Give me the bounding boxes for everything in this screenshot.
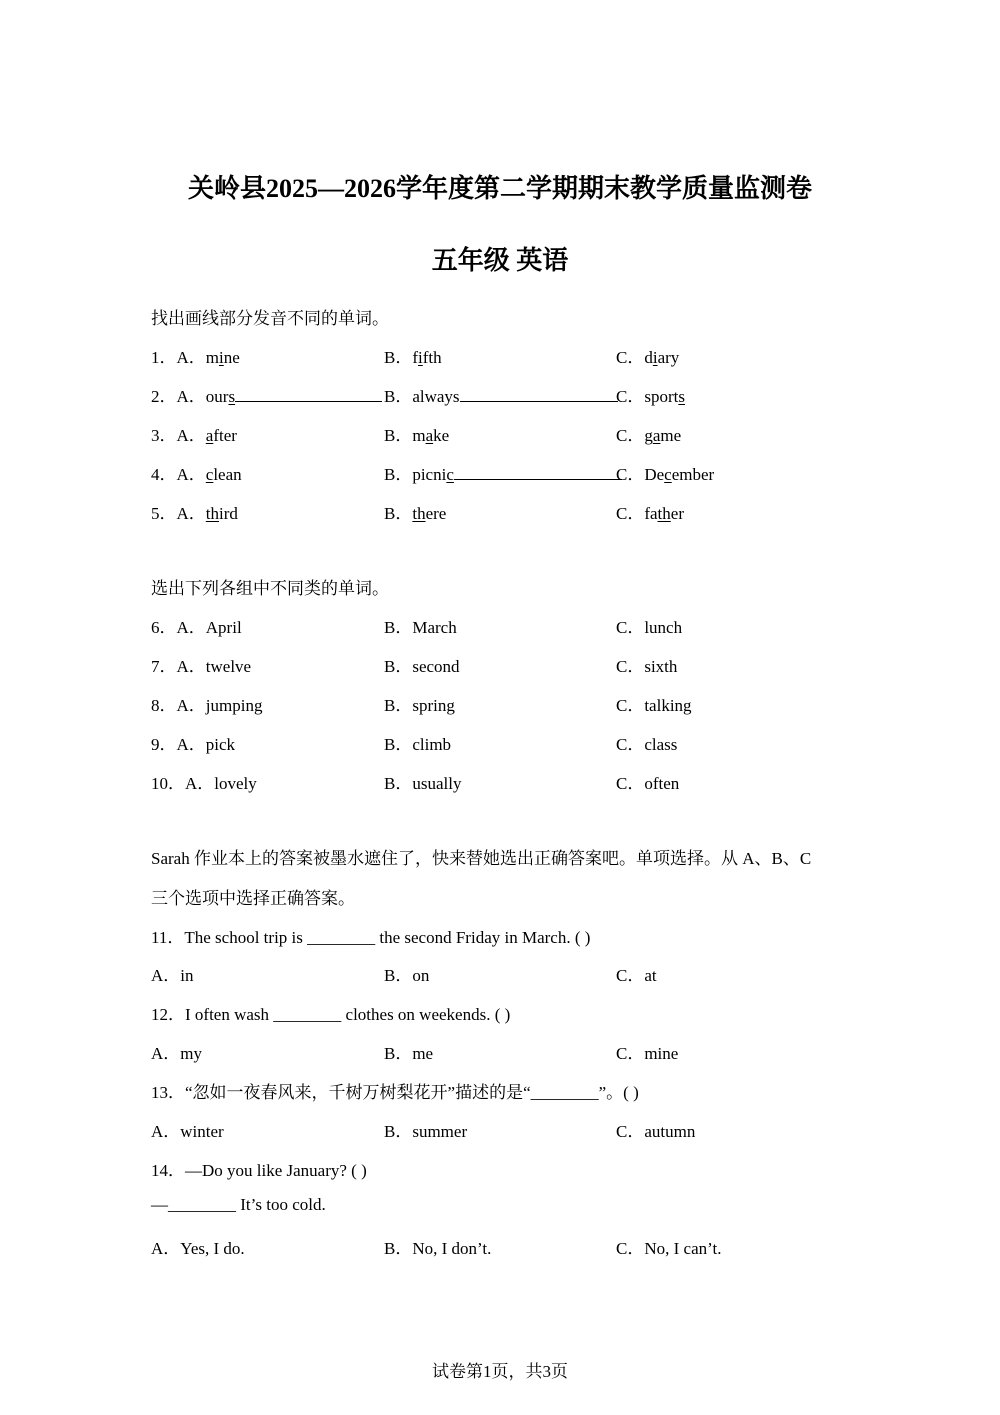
question-number: 3． [151, 426, 177, 445]
option-a[interactable] [151, 421, 237, 446]
underlined-letters: s [228, 387, 236, 406]
option-c[interactable] [616, 343, 679, 368]
option-a[interactable] [151, 460, 242, 485]
option-text: A．jumping [176, 696, 263, 715]
option-c[interactable]: C．autumn [616, 1122, 696, 1141]
option-a[interactable]: A．winter [151, 1122, 224, 1141]
option-text: C．fa [616, 504, 658, 523]
underlined-letters: a [425, 426, 434, 445]
option-c[interactable] [616, 460, 714, 485]
option-text: B．f [384, 348, 418, 367]
option-text: fter [213, 426, 237, 445]
option-text: C．De [616, 465, 665, 484]
option-c[interactable] [616, 499, 684, 524]
section2-instruction: 选出下列各组中不同类的单词。 [151, 579, 389, 598]
page-footer: 试卷第1页，共3页 [432, 1362, 568, 1381]
option-text: ke [433, 426, 450, 445]
option-text: A．m [176, 348, 219, 367]
option-b[interactable]: B．on [384, 966, 430, 985]
question-number: 6． [151, 618, 177, 637]
option-text: A．twelve [176, 657, 252, 676]
question-number: 2． [151, 387, 177, 406]
option-text: A． [176, 504, 206, 523]
option-text: ary [657, 348, 680, 367]
exam-subtitle: 五年级 英语 [431, 246, 569, 275]
question-6 [151, 613, 851, 639]
option-text: B．m [384, 426, 426, 445]
option-a[interactable] [151, 613, 242, 638]
question-13-options [151, 1117, 851, 1143]
option-text: A．our [176, 387, 229, 406]
underlined-letters: a [205, 426, 214, 445]
option-text: C．sport [616, 387, 679, 406]
option-a[interactable]: A．in [151, 966, 194, 985]
question-1 [151, 343, 851, 369]
question-number: 4． [151, 465, 177, 484]
option-a[interactable]: A．Yes, I do. [151, 1239, 245, 1258]
option-a[interactable] [151, 652, 251, 677]
question-2 [151, 382, 851, 408]
question-number: 10． [151, 774, 185, 793]
option-text: B．picni [384, 465, 447, 484]
question-5 [151, 499, 851, 525]
question-4 [151, 460, 851, 486]
option-b[interactable] [384, 382, 618, 407]
question-3 [151, 421, 851, 447]
option-text: A． [176, 465, 206, 484]
option-text: C．g [616, 426, 653, 445]
underlined-letters: s [678, 387, 685, 406]
option-a[interactable] [151, 769, 257, 794]
question-number: 9． [151, 735, 177, 754]
question-9 [151, 730, 851, 756]
question-number: 1． [151, 348, 177, 367]
option-a[interactable] [151, 691, 262, 716]
question-12-stem: 12．I often wash ________ clothes on weekends. ( ) [151, 1005, 511, 1024]
option-b[interactable]: B．summer [384, 1122, 468, 1141]
question-14-stem: 14．—Do you like January? ( ) [151, 1161, 367, 1180]
question-11-options [151, 961, 851, 987]
option-a[interactable] [151, 499, 238, 524]
option-text: B． [384, 504, 413, 523]
option-text: A．pick [176, 735, 236, 754]
underlined-letters: i [418, 348, 423, 367]
option-a[interactable] [151, 382, 382, 407]
section3-instruction-line1: Sarah 作业本上的答案被墨水遮住了，快来替她选出正确答案吧。单项选择。从 A、B、C [151, 849, 812, 868]
underlined-letters: c [664, 465, 672, 484]
option-c[interactable]: C．often [616, 774, 680, 793]
option-c[interactable] [616, 421, 681, 446]
question-14-options [151, 1234, 851, 1260]
option-a[interactable]: A．my [151, 1044, 202, 1063]
option-text: ne [223, 348, 240, 367]
option-c[interactable]: C．talking [616, 696, 692, 715]
question-number: 8． [151, 696, 177, 715]
option-text: ird [219, 504, 238, 523]
option-c[interactable]: C．lunch [616, 618, 683, 637]
question-7 [151, 652, 851, 678]
option-c[interactable]: C．No, I can’t. [616, 1239, 722, 1258]
question-8 [151, 691, 851, 717]
option-b[interactable]: B．usually [384, 774, 462, 793]
option-c[interactable] [616, 382, 685, 407]
option-c[interactable]: C．sixth [616, 657, 678, 676]
option-b[interactable]: B．me [384, 1044, 434, 1063]
option-b[interactable]: B．No, I don’t. [384, 1239, 492, 1258]
underline-blank [454, 463, 622, 480]
underline-blank [235, 385, 382, 402]
question-number: 5． [151, 504, 177, 523]
option-text: ere [425, 504, 447, 523]
option-a[interactable] [151, 343, 240, 368]
underlined-letters: c [205, 465, 214, 484]
option-c[interactable]: C．at [616, 966, 657, 985]
option-text: A．lovely [185, 774, 257, 793]
option-b[interactable] [384, 421, 449, 446]
option-text: B．always [384, 387, 460, 406]
option-b[interactable] [384, 343, 442, 368]
option-b[interactable]: B．second [384, 657, 460, 676]
option-text: A． [176, 426, 206, 445]
underlined-letters: th [205, 504, 220, 523]
option-text: lean [213, 465, 242, 484]
question-11-stem: 11．The school trip is ________ the second Friday in March. ( ) [151, 928, 591, 947]
question-13-stem: 13．“忽如一夜春风来，千树万树梨花开”描述的是“________”。( ) [151, 1083, 639, 1102]
option-text: me [660, 426, 682, 445]
exam-title: 关岭县2025—2026学年度第二学期期末教学质量监测卷 [187, 174, 812, 203]
option-text: C．d [616, 348, 653, 367]
option-a[interactable] [151, 730, 235, 755]
underlined-letters: i [652, 348, 658, 367]
underlined-letters: th [657, 504, 671, 523]
option-text: er [670, 504, 684, 523]
option-b[interactable]: B．spring [384, 696, 455, 715]
underlined-letters: th [412, 504, 426, 523]
question-number: 7． [151, 657, 177, 676]
option-text: A．April [176, 618, 242, 637]
option-b[interactable] [384, 460, 622, 485]
option-text: ember [671, 465, 715, 484]
underline-blank [460, 385, 618, 402]
option-text: fth [422, 348, 442, 367]
underlined-letters: a [652, 426, 661, 445]
underlined-letters: i [219, 348, 224, 367]
option-c[interactable]: C．class [616, 735, 678, 754]
question-14-reply: —________ It’s too cold. [151, 1195, 326, 1214]
option-c[interactable]: C．mine [616, 1044, 679, 1063]
section1-instruction: 找出画线部分发音不同的单词。 [151, 309, 389, 328]
option-b[interactable]: B．climb [384, 735, 452, 754]
option-b[interactable]: B．March [384, 618, 457, 637]
question-10 [151, 769, 851, 795]
question-12-options [151, 1039, 851, 1065]
option-b[interactable] [384, 499, 446, 524]
section3-instruction-line2: 三个选项中选择正确答案。 [151, 889, 355, 908]
underlined-letters: c [446, 465, 454, 484]
